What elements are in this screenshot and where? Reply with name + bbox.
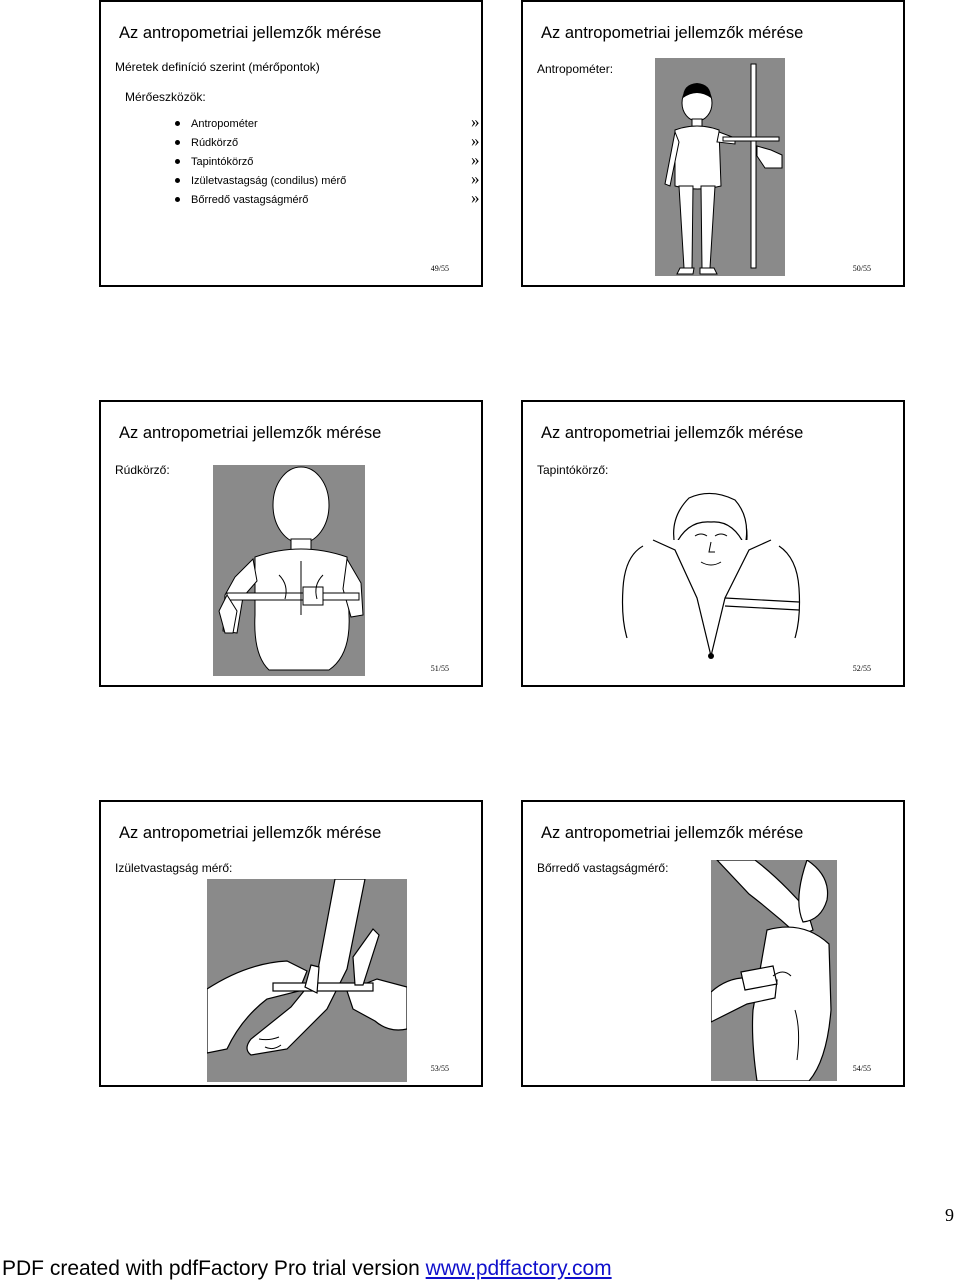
link-arrow-icon[interactable]: »: [471, 169, 480, 188]
link-arrow-icon[interactable]: »: [471, 150, 480, 169]
slide-subtitle: Izületvastagság mérő:: [115, 861, 233, 875]
slide-subtitle: Bőrredő vastagságmérő:: [537, 861, 669, 875]
list-item: [173, 153, 346, 172]
bullet-icon: [175, 159, 180, 164]
slide-number: 49/55: [430, 264, 449, 273]
link-arrow-icon[interactable]: »: [471, 112, 480, 131]
joint-width-illustration: [207, 879, 407, 1082]
list-item-label: Rúdkörző: [191, 137, 239, 149]
slide-50: [521, 0, 905, 287]
slide-49: [99, 0, 483, 287]
link-arrow-icon[interactable]: »: [471, 188, 480, 207]
section-label: Mérőeszközök:: [125, 90, 206, 104]
list-item: [173, 134, 346, 153]
slide-title: Az antropometriai jellemzők mérése: [119, 824, 382, 842]
footer-text: PDF created with pdfFactory Pro trial version: [2, 1257, 426, 1280]
bullet-icon: [175, 178, 180, 183]
slide-52: [521, 400, 905, 687]
bullet-icon: [175, 140, 180, 145]
slide-subtitle: Rúdkörző:: [115, 463, 170, 477]
list-item: [173, 115, 346, 134]
slide-subtitle: Tapintókörző:: [537, 463, 609, 477]
anthropometer-drawing: [655, 58, 785, 276]
slide-number: 53/55: [430, 1064, 449, 1073]
skinfold-drawing: [711, 860, 837, 1081]
list-item-label: Izületvastagság (condilus) mérő: [191, 175, 347, 187]
slide-subtitle: Méretek definíció szerint (mérőpontok): [115, 60, 320, 74]
slide-subtitle: Antropométer:: [537, 62, 614, 76]
slide-number: 54/55: [852, 1064, 871, 1073]
list-item: [173, 172, 346, 191]
rod-compass-drawing: [213, 465, 365, 676]
pdf-footer: [2, 1257, 612, 1281]
slide-title: Az antropometriai jellemzők mérése: [119, 424, 382, 442]
slide-number: 52/55: [852, 664, 871, 673]
slide-number: 50/55: [852, 264, 871, 273]
footer-link[interactable]: www.pdffactory.com: [425, 1257, 612, 1280]
tool-list: [173, 115, 346, 210]
list-item: [173, 191, 346, 210]
list-item-label: Antropométer: [191, 118, 258, 130]
slide-title: Az antropometriai jellemzők mérése: [541, 24, 804, 42]
slide-title: Az antropometriai jellemzők mérése: [541, 424, 804, 442]
anthropometer-illustration: [655, 58, 785, 276]
joint-width-drawing: [207, 879, 407, 1082]
slide-54: [521, 800, 905, 1087]
bullet-icon: [175, 121, 180, 126]
list-item-label: Tapintókörző: [191, 156, 254, 168]
link-arrow-icon[interactable]: »: [471, 131, 480, 150]
slide-number: 51/55: [430, 664, 449, 673]
skinfold-illustration: [711, 860, 837, 1081]
slide-53: [99, 800, 483, 1087]
slide-title: Az antropometriai jellemzők mérése: [541, 824, 804, 842]
list-item-label: Bőrredő vastagságmérő: [191, 194, 309, 206]
page-number: 9: [945, 1205, 954, 1225]
caliper-illustration: [619, 488, 805, 664]
slide-51: [99, 400, 483, 687]
rod-compass-illustration: [213, 465, 365, 676]
caliper-drawing: [619, 488, 805, 664]
slide-title: Az antropometriai jellemzők mérése: [119, 24, 382, 42]
bullet-icon: [175, 197, 180, 202]
link-arrows: [471, 112, 491, 207]
